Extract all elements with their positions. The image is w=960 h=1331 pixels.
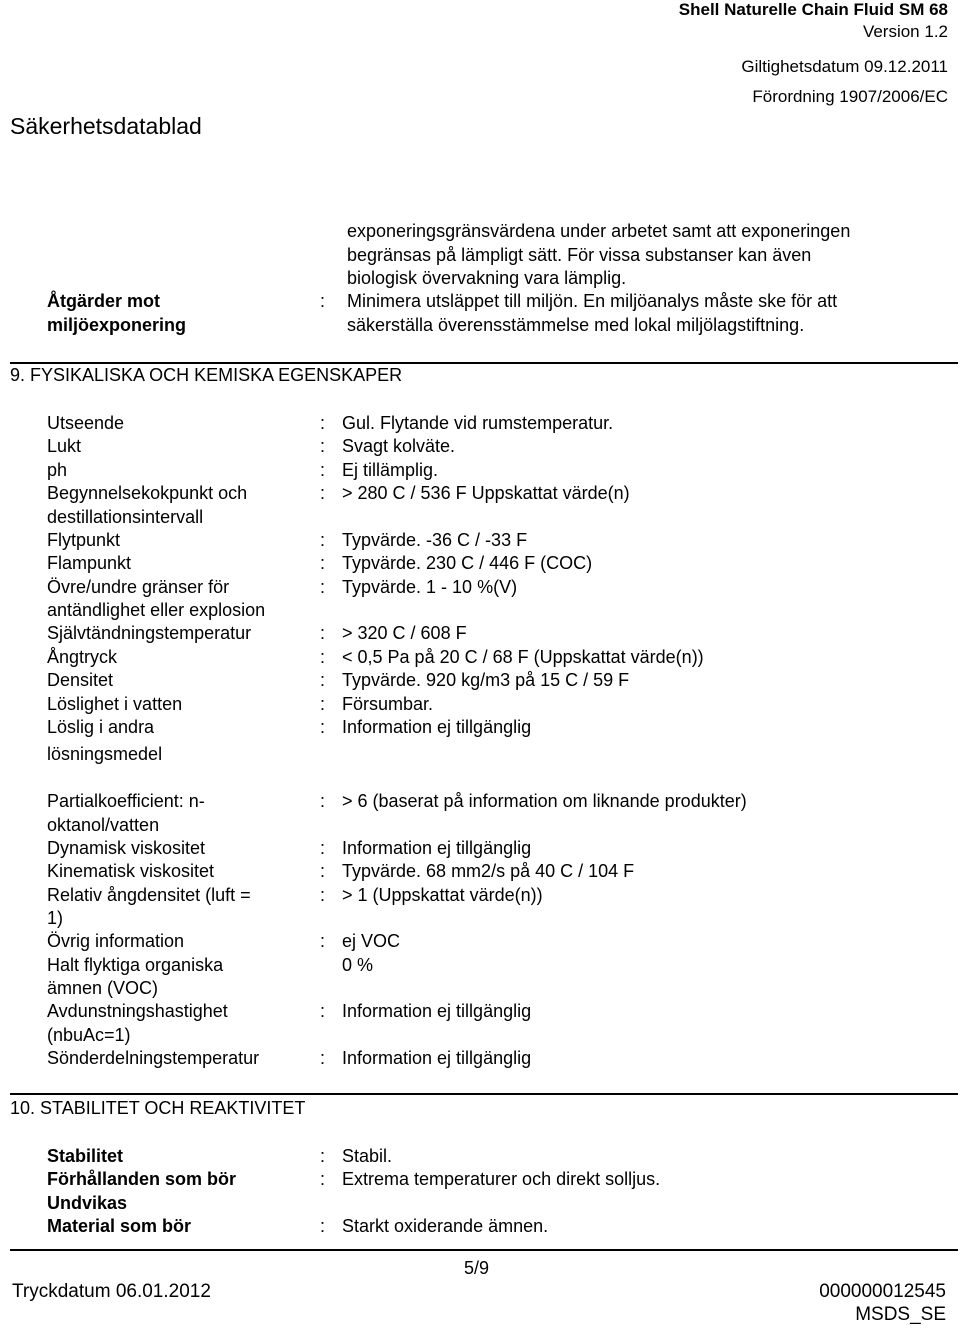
stability-label: Förhållanden som bör bbox=[47, 1169, 237, 1189]
continuation-line-2: begränsas på lämpligt sätt. För vissa substanser kan även bbox=[347, 245, 812, 265]
prop-value: Information ej tillgänglig bbox=[342, 1048, 532, 1068]
section-divider bbox=[10, 1093, 958, 1095]
continuation-line-3: biologisk övervakning vara lämplig. bbox=[347, 268, 627, 288]
prop-value: Information ej tillgänglig bbox=[342, 717, 532, 737]
prop-value: 0 % bbox=[342, 955, 374, 975]
stability-label-cont: Undvikas bbox=[47, 1193, 128, 1213]
stability-label: Material som bör bbox=[47, 1216, 192, 1236]
prop-colon: : bbox=[320, 553, 326, 573]
prop-value: Ej tillämplig. bbox=[342, 460, 439, 480]
prop-label: Lukt bbox=[47, 436, 82, 456]
prop-label: Dynamisk viskositet bbox=[47, 838, 206, 858]
prop-label: Flytpunkt bbox=[47, 530, 121, 550]
stability-value: Stabil. bbox=[342, 1146, 393, 1166]
continuation-line-1: exponeringsgränsvärdena under arbetet samt att exponeringen bbox=[347, 221, 851, 241]
prop-value: > 1 (Uppskattat värde(n)) bbox=[342, 885, 543, 905]
stability-colon: : bbox=[320, 1216, 326, 1236]
prop-label: Övrig information bbox=[47, 931, 185, 951]
prop-value: < 0,5 Pa på 20 C / 68 F (Uppskattat värde(n)) bbox=[342, 647, 704, 667]
stability-colon: : bbox=[320, 1146, 326, 1166]
env-label-line-2: miljöexponering bbox=[47, 315, 187, 335]
prop-colon: : bbox=[320, 670, 326, 690]
print-date: Tryckdatum 06.01.2012 bbox=[12, 1281, 211, 1302]
prop-value: Gul. Flytande vid rumstemperatur. bbox=[342, 413, 614, 433]
stability-colon: : bbox=[320, 1169, 326, 1189]
prop-colon: : bbox=[320, 931, 326, 951]
prop-value: Information ej tillgänglig bbox=[342, 838, 532, 858]
prop-colon: : bbox=[320, 623, 326, 643]
section-9-title: 9. FYSIKALISKA OCH KEMISKA EGENSKAPER bbox=[10, 365, 403, 385]
prop-colon: : bbox=[320, 1048, 326, 1068]
prop-label: Sönderdelningstemperatur bbox=[47, 1048, 260, 1068]
env-value-line-1: Minimera utsläppet till miljön. En miljöanalys måste ske för att bbox=[347, 291, 838, 311]
prop-value: Typvärde. 920 kg/m3 på 15 C / 59 F bbox=[342, 670, 630, 690]
env-label-line-1: Åtgärder mot bbox=[47, 291, 161, 311]
prop-label-cont: oktanol/vatten bbox=[47, 815, 160, 835]
prop-value: Typvärde. -36 C / -33 F bbox=[342, 530, 528, 550]
prop-value: Information ej tillgänglig bbox=[342, 1001, 532, 1021]
prop-label: Avdunstningshastighet bbox=[47, 1001, 228, 1021]
prop-colon: : bbox=[320, 577, 326, 597]
prop-colon: : bbox=[320, 530, 326, 550]
prop-colon: : bbox=[320, 791, 326, 811]
prop-label: Begynnelsekokpunkt och bbox=[47, 483, 248, 503]
prop-label: Löslig i andra bbox=[47, 717, 155, 737]
document-code: 000000012545 bbox=[819, 1281, 946, 1302]
prop-value: > 6 (baserat på information om liknande produkter) bbox=[342, 791, 747, 811]
prop-label-cont: ämnen (VOC) bbox=[47, 978, 159, 998]
prop-label-cont: (nbuAc=1) bbox=[47, 1025, 131, 1045]
page-number: 5/9 bbox=[464, 1258, 490, 1278]
prop-label: Kinematisk viskositet bbox=[47, 861, 215, 881]
prop-colon: : bbox=[320, 647, 326, 667]
section-10-title: 10. STABILITET OCH REAKTIVITET bbox=[10, 1098, 306, 1118]
prop-label: Halt flyktiga organiska bbox=[47, 955, 224, 975]
msds-label: MSDS_SE bbox=[855, 1304, 946, 1325]
prop-colon: : bbox=[320, 717, 326, 737]
prop-colon: : bbox=[320, 838, 326, 858]
prop-colon: : bbox=[320, 436, 326, 456]
prop-colon: : bbox=[320, 1001, 326, 1021]
prop-label: Relativ ångdensitet (luft = bbox=[47, 885, 251, 905]
prop-label: Självtändningstemperatur bbox=[47, 623, 252, 643]
section-divider bbox=[10, 362, 958, 364]
prop-label-cont: 1) bbox=[47, 908, 64, 928]
prop-colon: : bbox=[320, 885, 326, 905]
prop-colon: : bbox=[320, 483, 326, 503]
prop-value: > 280 C / 536 F Uppskattat värde(n) bbox=[342, 483, 630, 503]
prop-label: ph bbox=[47, 460, 68, 480]
footer-divider bbox=[10, 1249, 958, 1251]
prop-value: > 320 C / 608 F bbox=[342, 623, 467, 643]
prop-label-cont: destillationsintervall bbox=[47, 507, 204, 527]
stability-label: Stabilitet bbox=[47, 1146, 124, 1166]
version-label: Version 1.2 bbox=[862, 22, 948, 41]
prop-label-cont: lösningsmedel bbox=[47, 744, 163, 764]
prop-label: Övre/undre gränser för bbox=[47, 577, 230, 597]
prop-colon: : bbox=[320, 460, 326, 480]
env-colon: : bbox=[320, 291, 326, 311]
regulation-label: Förordning 1907/2006/EC bbox=[752, 87, 948, 106]
prop-label-cont: antändlighet eller explosion bbox=[47, 600, 266, 620]
prop-value: Typvärde. 68 mm2/s på 40 C / 104 F bbox=[342, 861, 635, 881]
prop-value: Försumbar. bbox=[342, 694, 434, 714]
prop-value: Svagt kolväte. bbox=[342, 436, 456, 456]
prop-label: Flampunkt bbox=[47, 553, 132, 573]
prop-label: Utseende bbox=[47, 413, 125, 433]
prop-colon: : bbox=[320, 694, 326, 714]
prop-value: Typvärde. 230 C / 446 F (COC) bbox=[342, 553, 593, 573]
stability-value: Starkt oxiderande ämnen. bbox=[342, 1216, 549, 1236]
prop-value: ej VOC bbox=[342, 931, 401, 951]
prop-colon: : bbox=[320, 861, 326, 881]
env-value-line-2: säkerställa överensstämmelse med lokal miljölagstiftning. bbox=[347, 315, 805, 335]
product-name: Shell Naturelle Chain Fluid SM 68 bbox=[678, 0, 948, 19]
prop-label: Partialkoefficient: n- bbox=[47, 791, 205, 811]
prop-label: Densitet bbox=[47, 670, 114, 690]
stability-value: Extrema temperaturer och direkt solljus. bbox=[342, 1169, 661, 1189]
prop-label: Ångtryck bbox=[47, 647, 118, 667]
prop-colon: : bbox=[320, 413, 326, 433]
document-title: Säkerhetsdatablad bbox=[10, 113, 202, 139]
prop-label: Löslighet i vatten bbox=[47, 694, 183, 714]
validity-date: Giltighetsdatum 09.12.2011 bbox=[741, 57, 948, 76]
prop-value: Typvärde. 1 - 10 %(V) bbox=[342, 577, 518, 597]
